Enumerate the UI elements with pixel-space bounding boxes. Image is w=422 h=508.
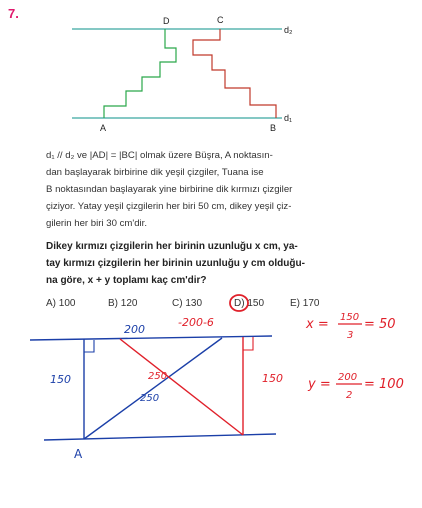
choice-a[interactable]: A) 100 — [46, 298, 76, 309]
label-d2: d₂ — [284, 25, 293, 35]
paragraph-line: d₁ // d₂ ve |AD| = |BC| olmak üzere Büşra, A noktasın- — [46, 150, 273, 161]
label-a: A — [100, 123, 107, 133]
hand-top-line — [30, 336, 272, 340]
question-number: 7. — [8, 6, 19, 21]
paragraph-line: çiziyor. Yatay yeşil çizgilerin her biri 50 cm, dikey yeşil çiz- — [46, 201, 292, 212]
label-d1: d₁ — [284, 113, 293, 123]
hand-bottom-line — [44, 434, 276, 440]
red-stair — [193, 29, 276, 118]
paragraph-line: tay kırmızı çizgilerin her birinin uzunluğu y cm olduğu- — [46, 258, 305, 269]
hand-x-num: 150 — [340, 312, 360, 323]
paragraph-line: gilerin her biri 30 cm'dir. — [46, 218, 148, 229]
green-stair — [104, 29, 176, 118]
hand-x-lhs: x = — [306, 317, 329, 332]
choice-b[interactable]: B) 120 — [108, 298, 138, 309]
hand-y-lhs: y = — [308, 377, 331, 392]
right-angle-right — [243, 337, 253, 350]
hand-150-left: 150 — [50, 373, 71, 386]
choice-e[interactable]: E) 170 — [290, 298, 320, 309]
label-d: D — [163, 16, 170, 26]
paragraph-line: na göre, x + y toplamı kaç cm'dir? — [46, 275, 207, 286]
paragraph-line: Dikey kırmızı çizgilerin her birinin uzunluğu x cm, ya- — [46, 241, 298, 252]
label-c: C — [217, 15, 224, 25]
hand-corner-a: A — [74, 447, 83, 461]
right-angle-left — [84, 340, 94, 352]
hand-red-diagonal — [120, 339, 243, 435]
hand-250-blue: 250 — [140, 393, 160, 404]
hand-y-result: = 100 — [364, 377, 404, 392]
label-b: B — [270, 123, 277, 133]
paragraph-line: dan başlayarak birbirine dik yeşil çizgiler, Tuana ise — [46, 167, 264, 178]
choice-d[interactable]: D) 150 — [234, 298, 265, 309]
hand-x-result: = 50 — [364, 317, 396, 332]
paragraph-line: B noktasından başlayarak yine birbirine dik kırmızı çizgiler — [46, 184, 293, 195]
hand-150-right: 150 — [262, 372, 283, 385]
hand-blue-diagonal — [84, 338, 222, 439]
hand-250-red: 250 — [148, 371, 168, 382]
hand-x-den: 3 — [347, 330, 354, 341]
choice-c[interactable]: C) 130 — [172, 298, 203, 309]
question-paragraph-2 — [46, 238, 391, 289]
hand-200-6: -200-6 — [178, 316, 214, 329]
hand-200: 200 — [124, 323, 145, 336]
hand-y-num: 200 — [338, 372, 358, 383]
question-paragraph-1 — [46, 147, 391, 232]
hand-y-den: 2 — [346, 390, 353, 401]
